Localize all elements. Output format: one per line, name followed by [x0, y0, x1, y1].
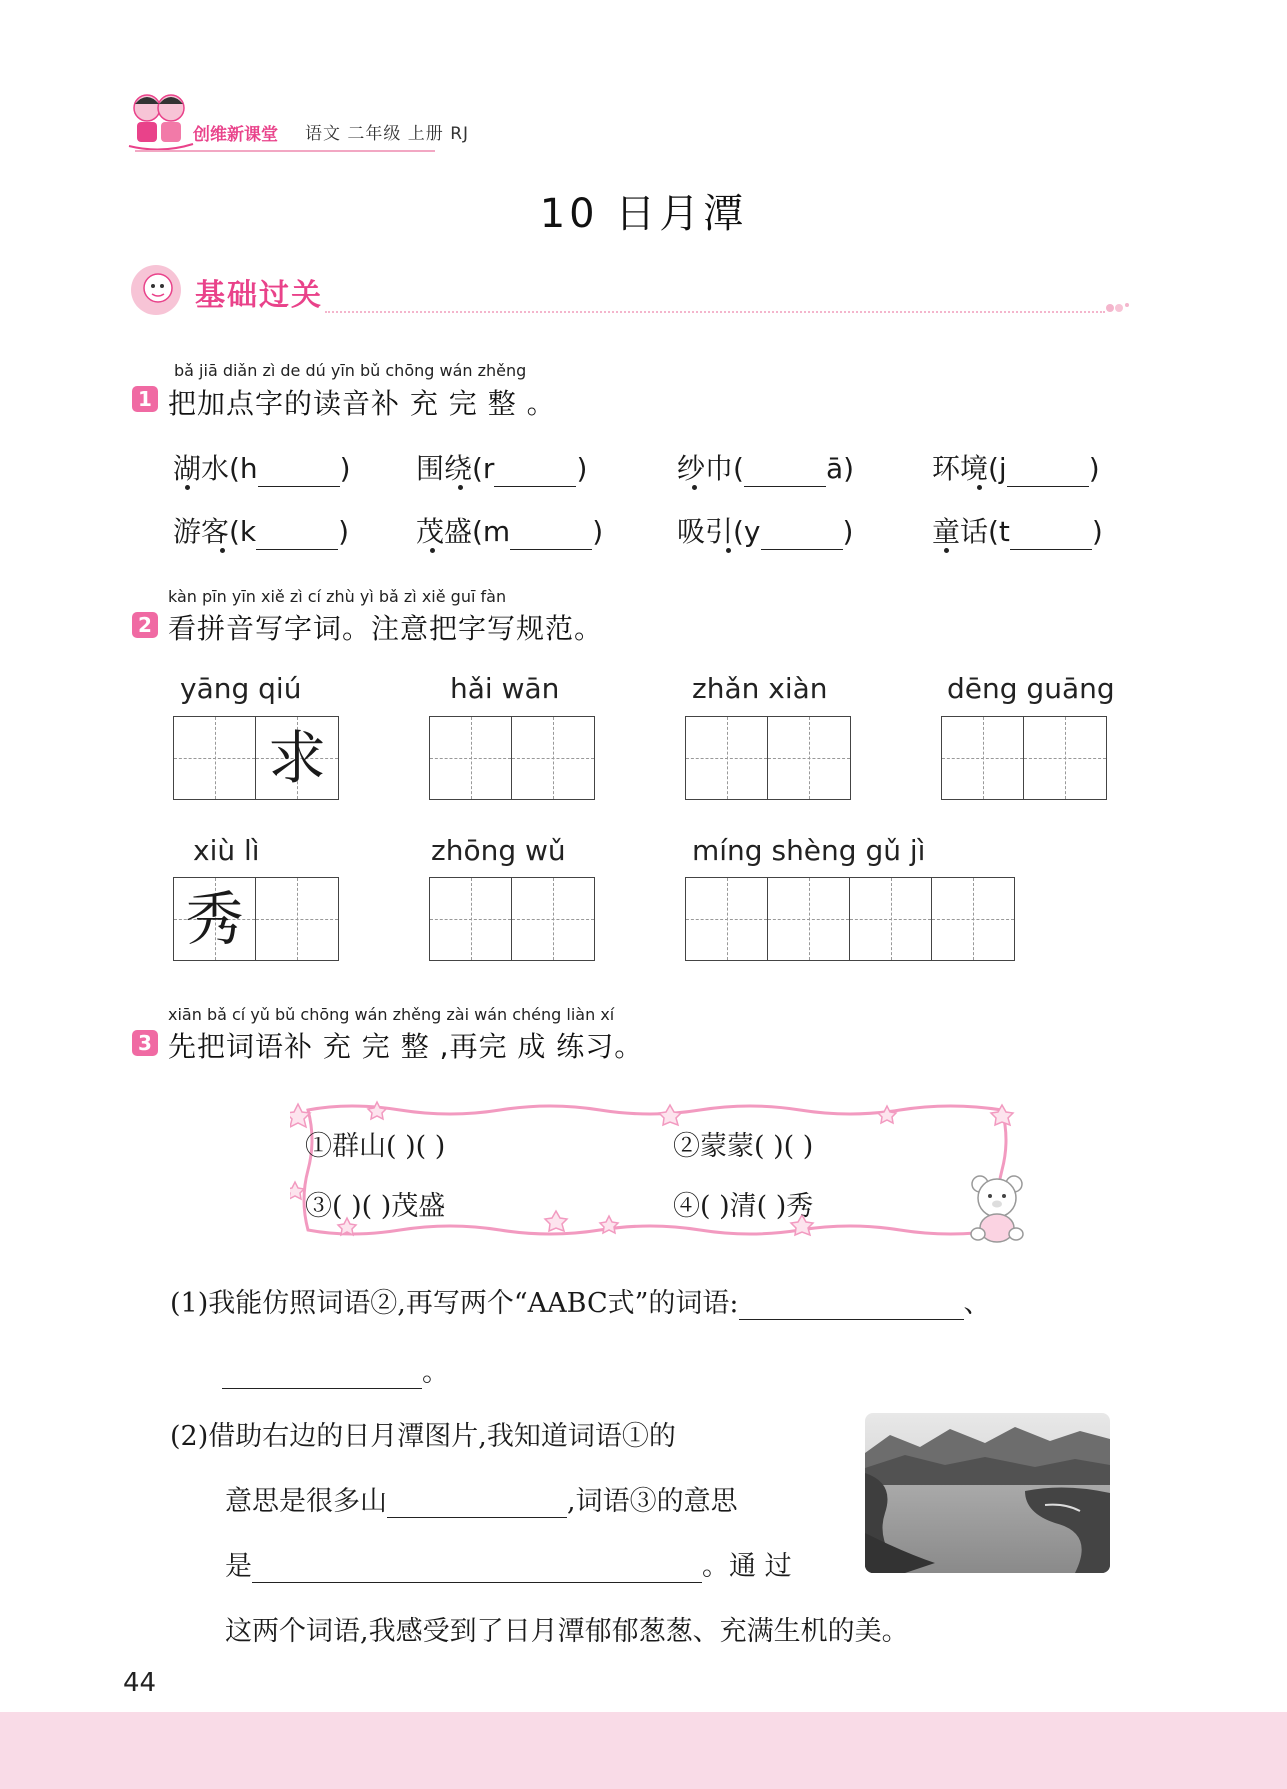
header-kids-logo	[125, 88, 197, 154]
emphasis-dot	[977, 485, 982, 490]
writing-cell[interactable]	[256, 878, 338, 960]
header-book-info: 语文 二年级 上册 RJ	[305, 124, 470, 144]
answer-line[interactable]	[252, 1556, 702, 1583]
q3-number: 3	[132, 1030, 158, 1056]
q1-number: 1	[132, 386, 158, 412]
section-title: 基础过关	[195, 278, 323, 313]
answer-blank[interactable]	[256, 519, 338, 550]
word-pinyin: hǎi wān	[450, 672, 560, 705]
header-divider	[135, 150, 435, 152]
q3-sub2-line1: (2)借助右边的日月潭图片,我知道词语①的	[170, 1421, 676, 1452]
tianzige-grid[interactable]	[685, 716, 851, 800]
bear-icon	[968, 1172, 1026, 1244]
emphasis-dot	[458, 485, 463, 490]
q1-item: 游客(k )	[173, 515, 350, 548]
answer-blank[interactable]	[1010, 519, 1092, 550]
lesson-title: 10 日月潭	[539, 191, 748, 237]
writing-cell[interactable]	[1024, 717, 1106, 799]
word-pinyin: zhōng wǔ	[431, 834, 566, 867]
emphasis-dot	[944, 548, 949, 553]
answer-line[interactable]	[387, 1491, 567, 1518]
section-dots-icon	[1105, 300, 1131, 316]
q3-box-item: ①群山( )( )	[305, 1131, 446, 1162]
answer-line[interactable]	[222, 1362, 422, 1389]
q1-item: 围绕(r )	[416, 452, 588, 485]
brand-name: 创维新课堂	[193, 125, 278, 145]
q2-number: 2	[132, 612, 158, 638]
q1-item: 环境(j )	[932, 452, 1100, 485]
writing-cell[interactable]	[512, 878, 594, 960]
tianzige-grid[interactable]	[173, 716, 339, 800]
q3-sub2-line2: 意思是很多山 ,词语③的意思	[225, 1486, 738, 1517]
writing-cell[interactable]: 求	[256, 717, 338, 799]
q3-sub1-cont: 。	[222, 1350, 449, 1389]
writing-cell[interactable]	[768, 878, 850, 960]
q1-instruction: 把加点字的读音补 充 完 整 。	[168, 387, 556, 420]
emphasis-dot	[692, 485, 697, 490]
q2-pinyin: kàn pīn yīn xiě zì cí zhù yì bǎ zì xiě guī fàn	[168, 587, 507, 606]
emphasis-dot	[726, 548, 731, 553]
writing-cell[interactable]	[850, 878, 932, 960]
tianzige-grid[interactable]	[941, 716, 1107, 800]
answer-blank[interactable]	[1007, 456, 1089, 487]
footer-band	[0, 1712, 1287, 1789]
tianzige-grid[interactable]	[429, 877, 595, 961]
writing-cell[interactable]	[768, 717, 850, 799]
q1-item: 纱巾( ā)	[677, 452, 855, 485]
writing-cell[interactable]	[932, 878, 1014, 960]
answer-blank[interactable]	[761, 519, 843, 550]
q3-instruction: 先把词语补 充 完 整 ,再完 成 练习。	[168, 1030, 644, 1063]
page-number: 44	[123, 1668, 157, 1698]
emphasis-dot	[220, 548, 225, 553]
q2-instruction: 看拼音写字词。注意把字写规范。	[168, 612, 604, 645]
q3-sub2-line3: 是 。通 过	[225, 1551, 792, 1582]
q1-item: 湖水(h )	[173, 452, 351, 485]
word-pinyin: míng shèng gǔ jì	[692, 834, 926, 867]
word-pinyin: zhǎn xiàn	[692, 672, 828, 705]
q3-sub2-line4: 这两个词语,我感受到了日月潭郁郁葱葱、充满生机的美。	[225, 1616, 909, 1647]
emphasis-dot	[430, 548, 435, 553]
q1-pinyin: bǎ jiā diǎn zì de dú yīn bǔ chōng wán zhěng	[174, 361, 527, 380]
sun-moon-lake-photo	[865, 1413, 1110, 1573]
writing-cell[interactable]	[686, 878, 768, 960]
tianzige-grid[interactable]	[173, 877, 339, 961]
writing-cell[interactable]	[686, 717, 768, 799]
word-pinyin: xiù lì	[193, 834, 260, 867]
q3-box-item: ③( )( )茂盛	[305, 1191, 446, 1222]
word-pinyin: dēng guāng	[947, 672, 1115, 705]
answer-blank[interactable]	[510, 519, 592, 550]
emphasis-dot	[185, 485, 190, 490]
q1-item: 童话(t )	[932, 515, 1103, 548]
word-pinyin: yāng qiú	[180, 672, 302, 705]
writing-cell[interactable]	[512, 717, 594, 799]
writing-cell[interactable]	[174, 717, 256, 799]
q3-box-item: ②蒙蒙( )( )	[673, 1131, 814, 1162]
q3-box-item: ④( )清( )秀	[673, 1191, 814, 1222]
answer-blank[interactable]	[744, 456, 826, 487]
writing-cell[interactable]: 秀	[174, 878, 256, 960]
tianzige-grid[interactable]	[429, 716, 595, 800]
answer-line[interactable]	[739, 1293, 964, 1320]
writing-cell[interactable]	[430, 878, 512, 960]
writing-cell[interactable]	[430, 717, 512, 799]
section-mascot-icon	[128, 262, 188, 318]
q1-item: 吸引(y )	[677, 515, 854, 548]
q3-sub1: (1)我能仿照词语②,再写两个“AABC式”的词语: 、	[170, 1288, 991, 1319]
section-dotted-rule	[325, 311, 1105, 313]
writing-cell[interactable]	[942, 717, 1024, 799]
q1-item: 茂盛(m )	[416, 515, 604, 548]
answer-blank[interactable]	[258, 456, 340, 487]
q3-pinyin: xiān bǎ cí yǔ bǔ chōng wán zhěng zài wán chéng liàn xí	[168, 1005, 615, 1024]
tianzige-grid[interactable]	[685, 877, 1015, 961]
answer-blank[interactable]	[494, 456, 576, 487]
